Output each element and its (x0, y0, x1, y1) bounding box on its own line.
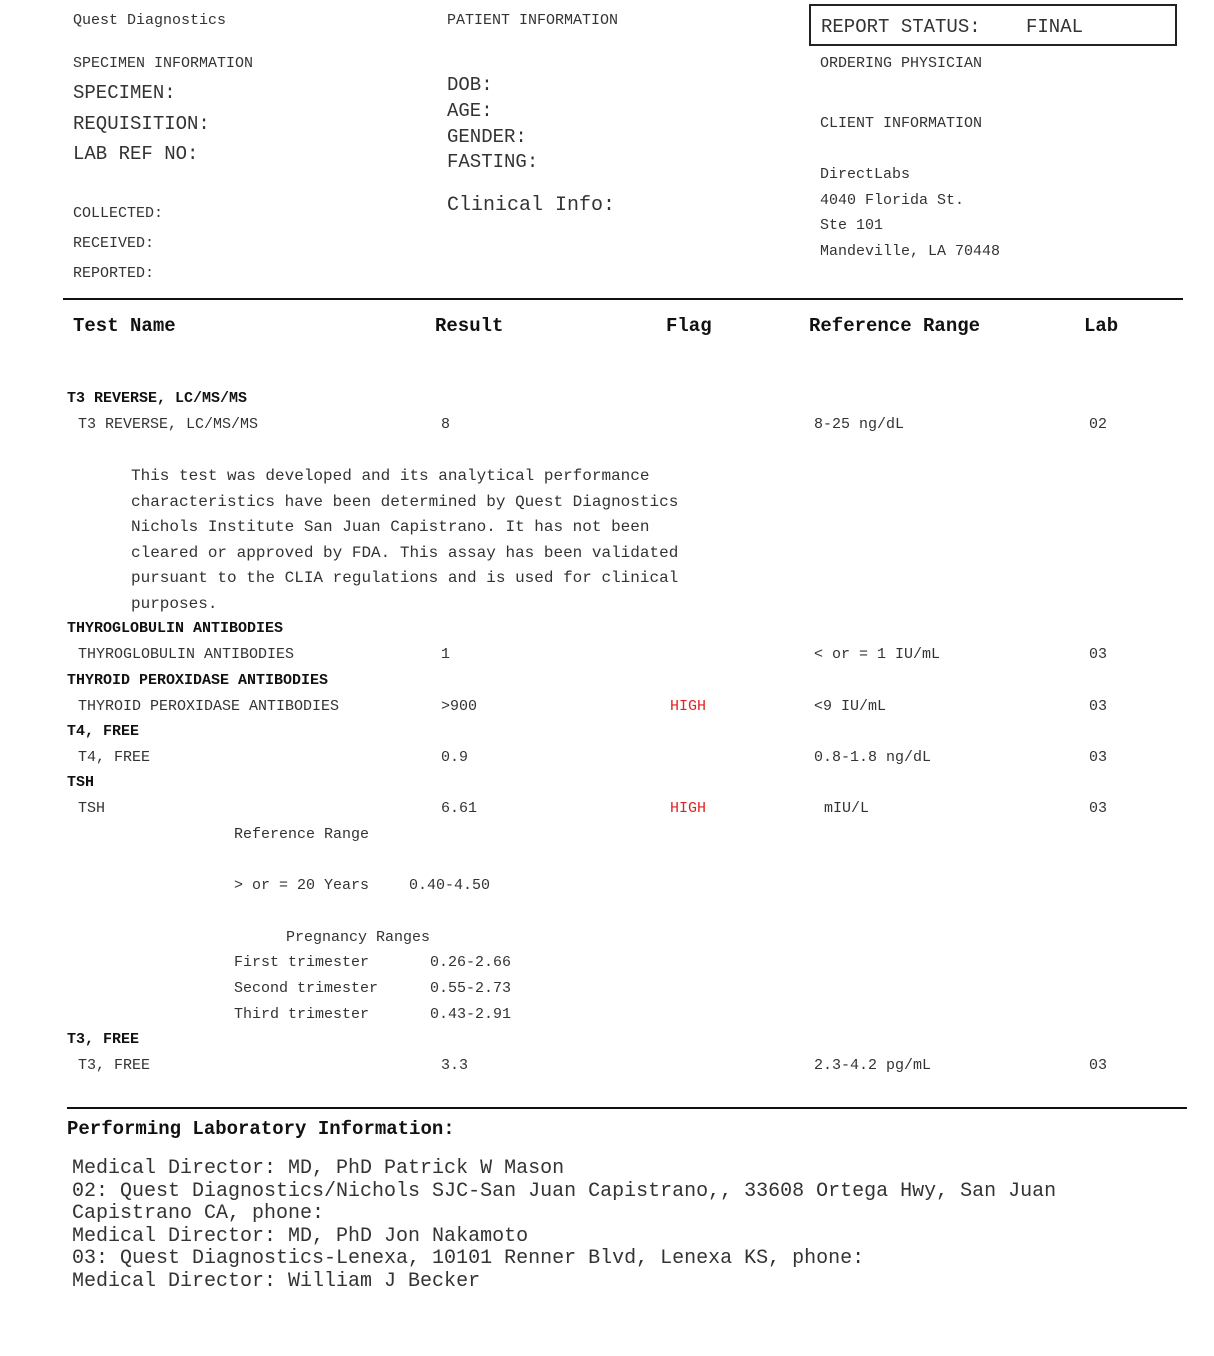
tsh-ref-title: Reference Range (234, 826, 370, 843)
row-lab-t4-free: 03 (1089, 749, 1108, 766)
lab-ref-label: LAB REF NO: (73, 143, 199, 165)
row-result-tsh: 6.61 (441, 800, 478, 817)
row-range-tpo: <9 IU/mL (814, 698, 887, 715)
col-lab: Lab (1084, 315, 1119, 337)
tsh-adult-range: 0.40-4.50 (409, 877, 491, 894)
row-name-t3-free: T3, FREE (78, 1057, 151, 1074)
row-flag-tsh: HIGH (670, 800, 707, 817)
tsh-adult-label: > or = 20 Years (234, 877, 370, 894)
collected-label: COLLECTED: (73, 205, 164, 222)
clinical-info-label: Clinical Info: (447, 194, 616, 217)
tsh-trimester-label: First trimester (234, 954, 370, 971)
specimen-info-title: SPECIMEN INFORMATION (73, 55, 254, 72)
ordering-physician-title: ORDERING PHYSICIAN (820, 55, 983, 72)
header-divider (63, 298, 1183, 300)
received-label: RECEIVED: (73, 235, 155, 252)
row-name-tpo: THYROID PEROXIDASE ANTIBODIES (78, 698, 340, 715)
lab-name: Quest Diagnostics (73, 12, 227, 29)
row-result-t3-free: 3.3 (441, 1057, 469, 1074)
client-address-line2: Ste 101 (820, 217, 884, 234)
row-lab-tpo: 03 (1089, 698, 1108, 715)
row-range-thyroglobulin: < or = 1 IU/mL (814, 646, 941, 663)
requisition-label: REQUISITION: (73, 113, 210, 135)
group-title-t4-free: T4, FREE (67, 723, 140, 740)
report-status-value: FINAL (1026, 16, 1084, 38)
row-lab-t3-free: 03 (1089, 1057, 1108, 1074)
row-flag-tpo: HIGH (670, 698, 707, 715)
col-flag: Flag (666, 315, 712, 337)
row-name-t4-free: T4, FREE (78, 749, 151, 766)
report-status-label: REPORT STATUS: (821, 16, 981, 38)
reported-label: REPORTED: (73, 265, 155, 282)
tsh-trimester-range: 0.26-2.66 (430, 954, 512, 971)
row-range-t3-free: 2.3-4.2 pg/mL (814, 1057, 932, 1074)
tsh-trimester-range: 0.55-2.73 (430, 980, 512, 997)
row-result-tpo: >900 (441, 698, 478, 715)
gender-label: GENDER: (447, 126, 527, 148)
group-title-tpo: THYROID PEROXIDASE ANTIBODIES (67, 672, 329, 689)
col-reference-range: Reference Range (809, 315, 981, 337)
fasting-label: FASTING: (447, 151, 539, 173)
group-title-thyroglobulin: THYROGLOBULIN ANTIBODIES (67, 620, 284, 637)
group-title-t3-reverse: T3 REVERSE, LC/MS/MS (67, 390, 248, 407)
row-range-tsh: mIU/L (824, 800, 870, 817)
age-label: AGE: (447, 100, 493, 122)
client-info-title: CLIENT INFORMATION (820, 115, 983, 132)
group-title-tsh: TSH (67, 774, 95, 791)
patient-info-title: PATIENT INFORMATION (447, 12, 619, 29)
group-title-t3-free: T3, FREE (67, 1031, 140, 1048)
performing-lab-title: Performing Laboratory Information: (67, 1118, 455, 1140)
row-name-tsh: TSH (78, 800, 106, 817)
footer-divider (67, 1107, 1187, 1109)
row-name-t3-reverse: T3 REVERSE, LC/MS/MS (78, 416, 259, 433)
tsh-trimester-range: 0.43-2.91 (430, 1006, 512, 1023)
t3-reverse-note: This test was developed and its analytical performance characteristics have been determined by Quest Diagnostics Nichols Institute San Juan Capistrano. It has not been cleared or approved by FDA. This assay has been validated pursuant to the CLIA regulations and is used for clinical purposes. (131, 467, 679, 613)
col-result: Result (435, 315, 504, 337)
tsh-trimester-label: Second trimester (234, 980, 379, 997)
row-result-t4-free: 0.9 (441, 749, 469, 766)
client-name: DirectLabs (820, 166, 911, 183)
dob-label: DOB: (447, 74, 493, 96)
row-lab-t3-reverse: 02 (1089, 416, 1108, 433)
client-address-line1: 4040 Florida St. (820, 192, 965, 209)
row-name-thyroglobulin: THYROGLOBULIN ANTIBODIES (78, 646, 295, 663)
row-lab-tsh: 03 (1089, 800, 1108, 817)
row-result-t3-reverse: 8 (441, 416, 451, 433)
row-range-t4-free: 0.8-1.8 ng/dL (814, 749, 932, 766)
performing-lab-info: Medical Director: MD, PhD Patrick W Mason 02: Quest Diagnostics/Nichols SJC-San Juan Capistrano,, 33608 Ortega Hwy, San Juan Capistrano CA, phone: Medical Director: MD, PhD Jon Nakamoto 03: Quest Diagnostics-Lenexa, 10101 Renner Blvd, Lenexa KS, phone: Medical Director: William J Becker (72, 1157, 1057, 1293)
row-lab-thyroglobulin: 03 (1089, 646, 1108, 663)
row-result-thyroglobulin: 1 (441, 646, 451, 663)
col-test-name: Test Name (73, 315, 176, 337)
tsh-trimester-label: Third trimester (234, 1006, 370, 1023)
row-range-t3-reverse: 8-25 ng/dL (814, 416, 905, 433)
client-address-line3: Mandeville, LA 70448 (820, 243, 1001, 260)
tsh-pregnancy-title: Pregnancy Ranges (286, 929, 431, 946)
specimen-label: SPECIMEN: (73, 82, 176, 104)
